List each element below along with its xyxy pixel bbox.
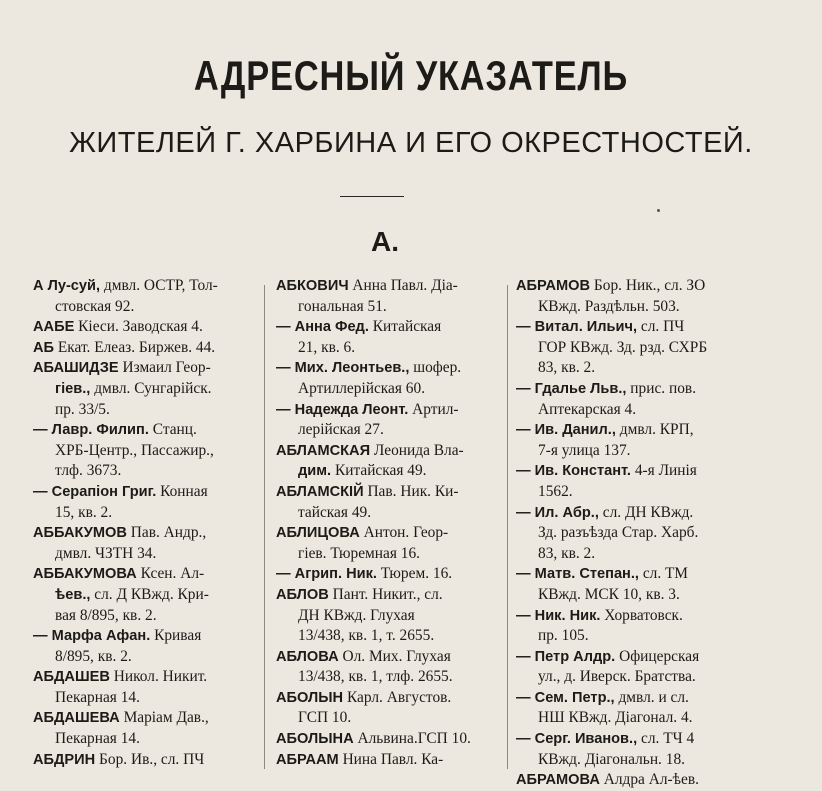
entry-name: дим. (298, 463, 332, 480)
entry-text: Китайская 49. (331, 462, 427, 480)
entry-text: Альвина.ГСП 10. (353, 730, 471, 748)
entry-line (276, 564, 498, 585)
directory-entry (33, 338, 257, 359)
entry-text: 83, кв. 2. (538, 359, 596, 377)
directory-entry (33, 482, 257, 523)
entry-text: КВжд. Діагональн. 18. (538, 750, 685, 768)
entry-name: АБДАШЕВ (33, 669, 110, 686)
entry-text: Ксен. Ал- (136, 565, 205, 583)
entry-line (276, 544, 498, 565)
entry-text: шофер. (409, 359, 462, 377)
entry-text: КВжд. Раздѣльн. 503. (538, 297, 680, 315)
entry-name: АБДАШЕВА (33, 710, 120, 727)
directory-entry (516, 606, 764, 647)
entry-name: АББАКУМОВ (33, 525, 127, 542)
entry-text: гіев. Тюремная 16. (298, 544, 421, 562)
entry-line (33, 317, 257, 338)
entry-name: — Ив. Данил., (516, 422, 616, 439)
entry-name: — Надежда Леонт. (276, 401, 409, 418)
entry-line (516, 482, 764, 503)
entry-line (516, 338, 764, 359)
directory-entry (276, 729, 498, 750)
entry-line (276, 276, 498, 297)
entry-text: Аптекарская 4. (538, 400, 637, 418)
entry-text: Пав. Андр., (126, 524, 207, 542)
entry-text: Бор. Ник., сл. ЗО (590, 277, 706, 294)
title-divider (340, 196, 404, 197)
entry-line (33, 276, 257, 297)
entry-line (33, 523, 257, 544)
entry-name: — Ник. Ник. (516, 607, 601, 624)
entry-text: Кіеси. Заводская 4. (74, 318, 203, 336)
directory-entry (276, 276, 498, 317)
entry-text: Алдра Ал-ѣев. (599, 771, 699, 789)
entry-line (33, 441, 257, 462)
entry-text: ХРБ-Центр., Пассажир., (55, 441, 214, 459)
directory-column-3 (516, 276, 764, 791)
directory-entry (33, 523, 257, 564)
entry-text: гональная 51. (298, 297, 387, 315)
entry-name: АБРАМОВ (516, 278, 591, 294)
entry-name: — Матв. Степан., (516, 566, 639, 583)
entry-line (276, 503, 498, 524)
directory-entry (33, 626, 257, 667)
directory-entry (516, 770, 764, 791)
entry-name: АБРАМОВА (516, 772, 600, 789)
entry-line (516, 400, 764, 421)
entry-text: Ол. Мих. Глухая (338, 647, 451, 665)
entry-text: ГСП 10. (298, 709, 352, 727)
entry-text: Зд. разъѣзда Стар. Харб. (538, 524, 699, 542)
entry-name: — Анна Фед. (276, 319, 369, 336)
entry-line (33, 503, 257, 524)
entry-name: АБОЛЫНА (276, 731, 354, 748)
directory-entry (276, 482, 498, 523)
directory-entry (516, 647, 764, 688)
entry-line (33, 358, 257, 379)
entry-name: А Лу-суй, (33, 278, 101, 294)
section-letter: А. (371, 226, 399, 257)
page-title: АДРЕСНЫЙ УКАЗАТЕЛЬ (193, 52, 629, 99)
entry-text: тайская 49. (298, 503, 372, 521)
entry-line (516, 585, 764, 606)
entry-name: АБКОВИЧ (276, 278, 349, 294)
entry-line (276, 626, 498, 647)
entry-line (33, 461, 257, 482)
entry-text: Анна Павл. Діа- (348, 277, 458, 294)
entry-line (276, 420, 498, 441)
entry-line (276, 461, 498, 482)
entry-text: 15, кв. 2. (55, 503, 113, 521)
directory-entry (33, 564, 257, 626)
entry-line (276, 297, 498, 318)
directory-entry (33, 317, 257, 338)
entry-text: ул., д. Иверск. Братства. (538, 668, 696, 686)
entry-text: пр. 33/5. (55, 400, 110, 418)
entry-line (516, 626, 764, 647)
entry-line (516, 523, 764, 544)
entry-text: Пекарная 14. (55, 730, 140, 748)
entry-name: — Мих. Леонтьев., (276, 360, 410, 377)
entry-name: АБЛОВ (276, 586, 329, 603)
entry-name: ѣев., (55, 586, 91, 603)
entry-line (276, 338, 498, 359)
entry-text: прис. пов. (626, 379, 697, 397)
entry-name: — Серапіон Григ. (33, 483, 157, 500)
directory-entry (516, 379, 764, 420)
entry-text: Хорватовск. (600, 606, 683, 624)
directory-entry (33, 750, 257, 771)
entry-text: Никол. Никит. (109, 668, 208, 686)
entry-name: гіев., (55, 380, 91, 397)
entry-line (516, 688, 764, 709)
entry-line (33, 297, 257, 318)
entry-line (516, 317, 764, 338)
entry-text: Артиллерійская 60. (298, 379, 426, 397)
entry-name: — Агрип. Ник. (276, 566, 377, 583)
entry-line (516, 358, 764, 379)
entry-line (516, 729, 764, 750)
entry-line (276, 400, 498, 421)
column-divider (507, 285, 508, 769)
print-speck (657, 209, 660, 212)
entry-line (276, 606, 498, 627)
entry-text: сл. Д КВжд. Кри- (90, 585, 209, 603)
entry-line (276, 482, 498, 503)
column-divider (264, 285, 265, 769)
entry-name: АБЛОВА (276, 648, 339, 665)
entry-text: Пекарная 14. (55, 688, 140, 706)
entry-text: Антон. Геор- (359, 524, 449, 542)
entry-text: Карл. Августов. (343, 688, 452, 706)
entry-name: — Петр Алдр. (516, 648, 616, 665)
entry-name: — Гдалье Льв., (516, 380, 627, 397)
entry-line (276, 708, 498, 729)
entry-name: АБ (33, 339, 55, 356)
entry-text: вая 8/895, кв. 2. (55, 606, 157, 624)
entry-text: Артил- (408, 400, 459, 418)
entry-line (276, 647, 498, 668)
entry-text: Маріам Дав., (119, 709, 209, 727)
directory-entry (276, 564, 498, 585)
directory-entry (516, 564, 764, 605)
entry-text: дмвл. Сунгарійск. (90, 379, 212, 397)
entry-text: НШ КВжд. Діагонал. 4. (538, 709, 693, 727)
directory-entry (516, 276, 764, 317)
entry-name: — Марфа Афан. (33, 628, 151, 645)
entry-line (33, 688, 257, 709)
entry-line (516, 708, 764, 729)
entry-text: 83, кв. 2. (538, 544, 596, 562)
directory-entry (516, 503, 764, 565)
entry-line (516, 647, 764, 668)
entry-line (516, 564, 764, 585)
entry-line (276, 750, 498, 771)
entry-text: 21, кв. 6. (298, 338, 356, 356)
entry-line (516, 276, 764, 297)
entry-line (33, 708, 257, 729)
entry-line (33, 647, 257, 668)
directory-entry (276, 400, 498, 441)
entry-name: — Сем. Петр., (516, 689, 615, 706)
entry-line (516, 379, 764, 400)
entry-line (516, 667, 764, 688)
entry-name: АБЛИЦОВА (276, 525, 360, 542)
entry-name: АБДРИН (33, 751, 96, 768)
entry-line (276, 729, 498, 750)
entry-text: 1562. (538, 482, 573, 500)
entry-text: дмвл. КРП, (615, 421, 694, 439)
entry-line (33, 667, 257, 688)
entry-text: Офицерская (615, 647, 700, 665)
directory-entry (33, 420, 257, 482)
entry-text: стовская 92. (55, 297, 135, 315)
entry-text: ДН КВжд. Глухая (298, 606, 415, 624)
entry-text: Станц. (148, 421, 197, 439)
page-subtitle: ЖИТЕЛЕЙ Г. ХАРБИНА И ЕГО ОКРЕСТНОСТЕЙ. (69, 127, 753, 159)
directory-entry (33, 276, 257, 317)
directory-entry (276, 523, 498, 564)
entry-text: Екат. Елеаз. Биржев. 44. (54, 338, 216, 356)
entry-line (33, 338, 257, 359)
entry-name: АБОЛЫН (276, 689, 344, 706)
entry-line (276, 358, 498, 379)
entry-name: — Ил. Абр., (516, 504, 599, 521)
entry-text: тлф. 3673. (55, 462, 122, 480)
entry-text: Конная (156, 482, 208, 500)
entry-text: Пант. Никит., сл. (328, 585, 443, 603)
entry-text: сл. ДН КВжд. (598, 503, 694, 521)
entry-name: — Витал. Ильич, (516, 319, 638, 336)
entry-line (33, 626, 257, 647)
entry-name: ААБЕ (33, 319, 75, 336)
entry-line (276, 379, 498, 400)
entry-line (516, 441, 764, 462)
entry-line (33, 750, 257, 771)
entry-line (516, 770, 764, 791)
entry-text: дмвл. и сл. (614, 688, 689, 706)
entry-line (33, 606, 257, 627)
entry-name: АБАШИДЗЕ (33, 360, 119, 377)
entry-text: Пав. Ник. Ки- (363, 482, 459, 500)
entry-line (516, 606, 764, 627)
entry-line (33, 544, 257, 565)
directory-column-2 (276, 276, 498, 770)
entry-line (276, 667, 498, 688)
entry-text: дмвл. ЧЗТН 34. (55, 544, 157, 562)
entry-name: — Серг. Иванов., (516, 731, 638, 748)
entry-line (516, 544, 764, 565)
entry-line (33, 585, 257, 606)
entry-text: Измаил Геор- (118, 359, 211, 377)
entry-text: Нина Павл. Ка- (338, 750, 444, 768)
entry-text: пр. 105. (538, 627, 589, 645)
directory-column-1 (33, 276, 257, 770)
entry-line (33, 420, 257, 441)
entry-text: Китайская (368, 318, 442, 336)
entry-text: 8/895, кв. 2. (55, 647, 132, 665)
directory-entry (276, 358, 498, 399)
entry-text: Тюрем. 16. (376, 565, 453, 583)
directory-entry (516, 688, 764, 729)
entry-name: — Ив. Констант. (516, 463, 631, 480)
entry-line (276, 688, 498, 709)
directory-entry (33, 708, 257, 749)
entry-text: сл. ТЧ 4 (637, 730, 695, 748)
entry-text: 13/438, кв. 1, т. 2655. (298, 627, 435, 645)
directory-entry (33, 358, 257, 420)
entry-text: сл. ПЧ (637, 318, 685, 336)
entry-line (276, 441, 498, 462)
entry-line (33, 400, 257, 421)
entry-line (516, 503, 764, 524)
directory-entry (516, 729, 764, 770)
entry-text: Леонида Вла- (370, 441, 464, 459)
entry-line (276, 523, 498, 544)
entry-text: 4-я Линія (630, 462, 697, 480)
entry-text: Бор. Ив., сл. ПЧ (95, 750, 205, 768)
directory-entry (276, 750, 498, 771)
entry-name: — Лавр. Филип. (33, 422, 149, 439)
entry-name: АБЛАМСКАЯ (276, 442, 371, 459)
entry-line (33, 379, 257, 400)
entry-line (516, 461, 764, 482)
directory-entry (276, 688, 498, 729)
entry-text: ГОР КВжд. Зд. рзд. СХРБ (538, 338, 708, 356)
entry-text: дмвл. ОСТР, Тол- (100, 277, 218, 294)
directory-entry (276, 585, 498, 647)
entry-name: АБЛАМСКІЙ (276, 483, 364, 500)
directory-entry (516, 420, 764, 461)
entry-line (516, 297, 764, 318)
entry-name: АББАКУМОВА (33, 566, 137, 583)
directory-entry (33, 667, 257, 708)
entry-text: КВжд. МСК 10, кв. 3. (538, 585, 680, 603)
entry-line (33, 482, 257, 503)
entry-text: 13/438, кв. 1, тлф. 2655. (298, 668, 453, 686)
directory-entry (516, 461, 764, 502)
entry-text: 7-я улица 137. (538, 441, 631, 459)
entry-line (276, 317, 498, 338)
entry-line (516, 420, 764, 441)
entry-text: лерійская 27. (298, 421, 384, 439)
entry-line (33, 729, 257, 750)
entry-text: Кривая (150, 627, 202, 645)
entry-line (516, 750, 764, 771)
directory-entry (276, 647, 498, 688)
entry-line (33, 564, 257, 585)
entry-text: сл. ТМ (639, 565, 688, 583)
entry-line (276, 585, 498, 606)
entry-name: АБРААМ (276, 751, 339, 768)
directory-entry (276, 317, 498, 358)
directory-entry (276, 441, 498, 482)
directory-entry (516, 317, 764, 379)
